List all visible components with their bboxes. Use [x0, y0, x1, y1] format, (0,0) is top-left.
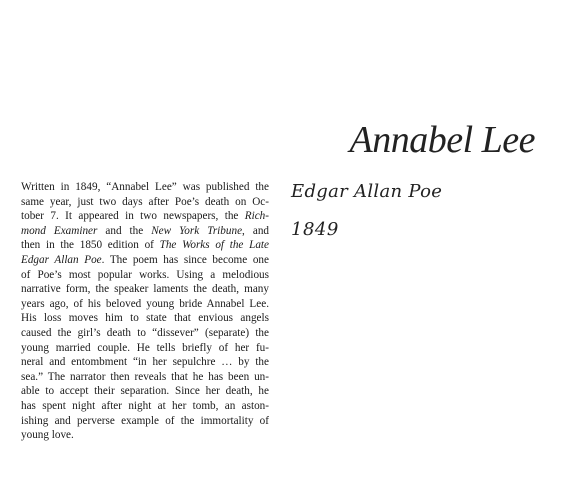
intro-line: [21, 355, 269, 370]
intro-text: then in the 1850 edition of: [21, 239, 160, 252]
poem-year: 1849: [291, 219, 339, 240]
intro-line: [21, 399, 269, 414]
intro-text: ishing and perverse example of the immortality of: [21, 414, 269, 427]
intro-text: caused the girl’s death to “dissever” (separate) the: [21, 326, 269, 339]
intro-text: tober 7. It appeared in two newspapers, the: [21, 210, 245, 223]
intro-line: [21, 282, 269, 297]
intro-text: has spent night after night at her tomb, an aston-: [21, 399, 269, 412]
intro-text: young love.: [21, 429, 74, 442]
intro-line: [21, 195, 269, 210]
intro-text: Edgar Allan Poe: [21, 253, 102, 266]
intro-line: [21, 311, 269, 326]
intro-text: of Poe’s most popular works. Using a melodious: [21, 268, 269, 281]
intro-line: [21, 268, 269, 283]
intro-line: [21, 384, 269, 399]
intro-text: The Works of the Late: [159, 239, 269, 252]
intro-text: . The poem has since become one: [101, 253, 269, 266]
intro-text: New York Tribune: [151, 224, 243, 237]
intro-text: , and: [242, 224, 270, 237]
intro-line: [21, 253, 269, 268]
intro-line: [21, 428, 269, 443]
intro-line: [21, 341, 269, 356]
intro-line: [21, 209, 269, 224]
intro-text: His loss moves him to state that envious angels: [21, 312, 269, 325]
intro-text: able to accept their separation. Since her death, he: [21, 385, 269, 398]
intro-line: [21, 180, 269, 195]
intro-line: [21, 370, 269, 385]
intro-line: [21, 297, 269, 312]
poem-author: Edgar Allan Poe: [291, 181, 443, 202]
intro-line: [21, 326, 269, 341]
intro-paragraph: [21, 180, 269, 443]
intro-text: and the: [97, 224, 152, 237]
intro-line: [21, 224, 269, 239]
intro-line: [21, 414, 269, 429]
intro-text: young married couple. He tells briefly of her fu-: [21, 341, 269, 354]
intro-text: same year, just two days after Poe’s death on Oc-: [21, 195, 269, 208]
intro-text: Rich-: [244, 210, 269, 223]
intro-line: [21, 238, 269, 253]
intro-text: narrative form, the speaker laments the death, many: [21, 283, 269, 296]
intro-text: neral and entombment “in her sepulchre … by the: [21, 356, 269, 369]
intro-text: Written in 1849, “Annabel Lee” was published the: [21, 181, 269, 193]
intro-text: years ago, of his beloved young bride Annabel Lee.: [21, 297, 269, 310]
intro-text: mond Examiner: [21, 224, 98, 237]
poem-title: Annabel Lee: [349, 119, 535, 161]
intro-text: sea.” The narrator then reveals that he has been un-: [21, 370, 269, 383]
